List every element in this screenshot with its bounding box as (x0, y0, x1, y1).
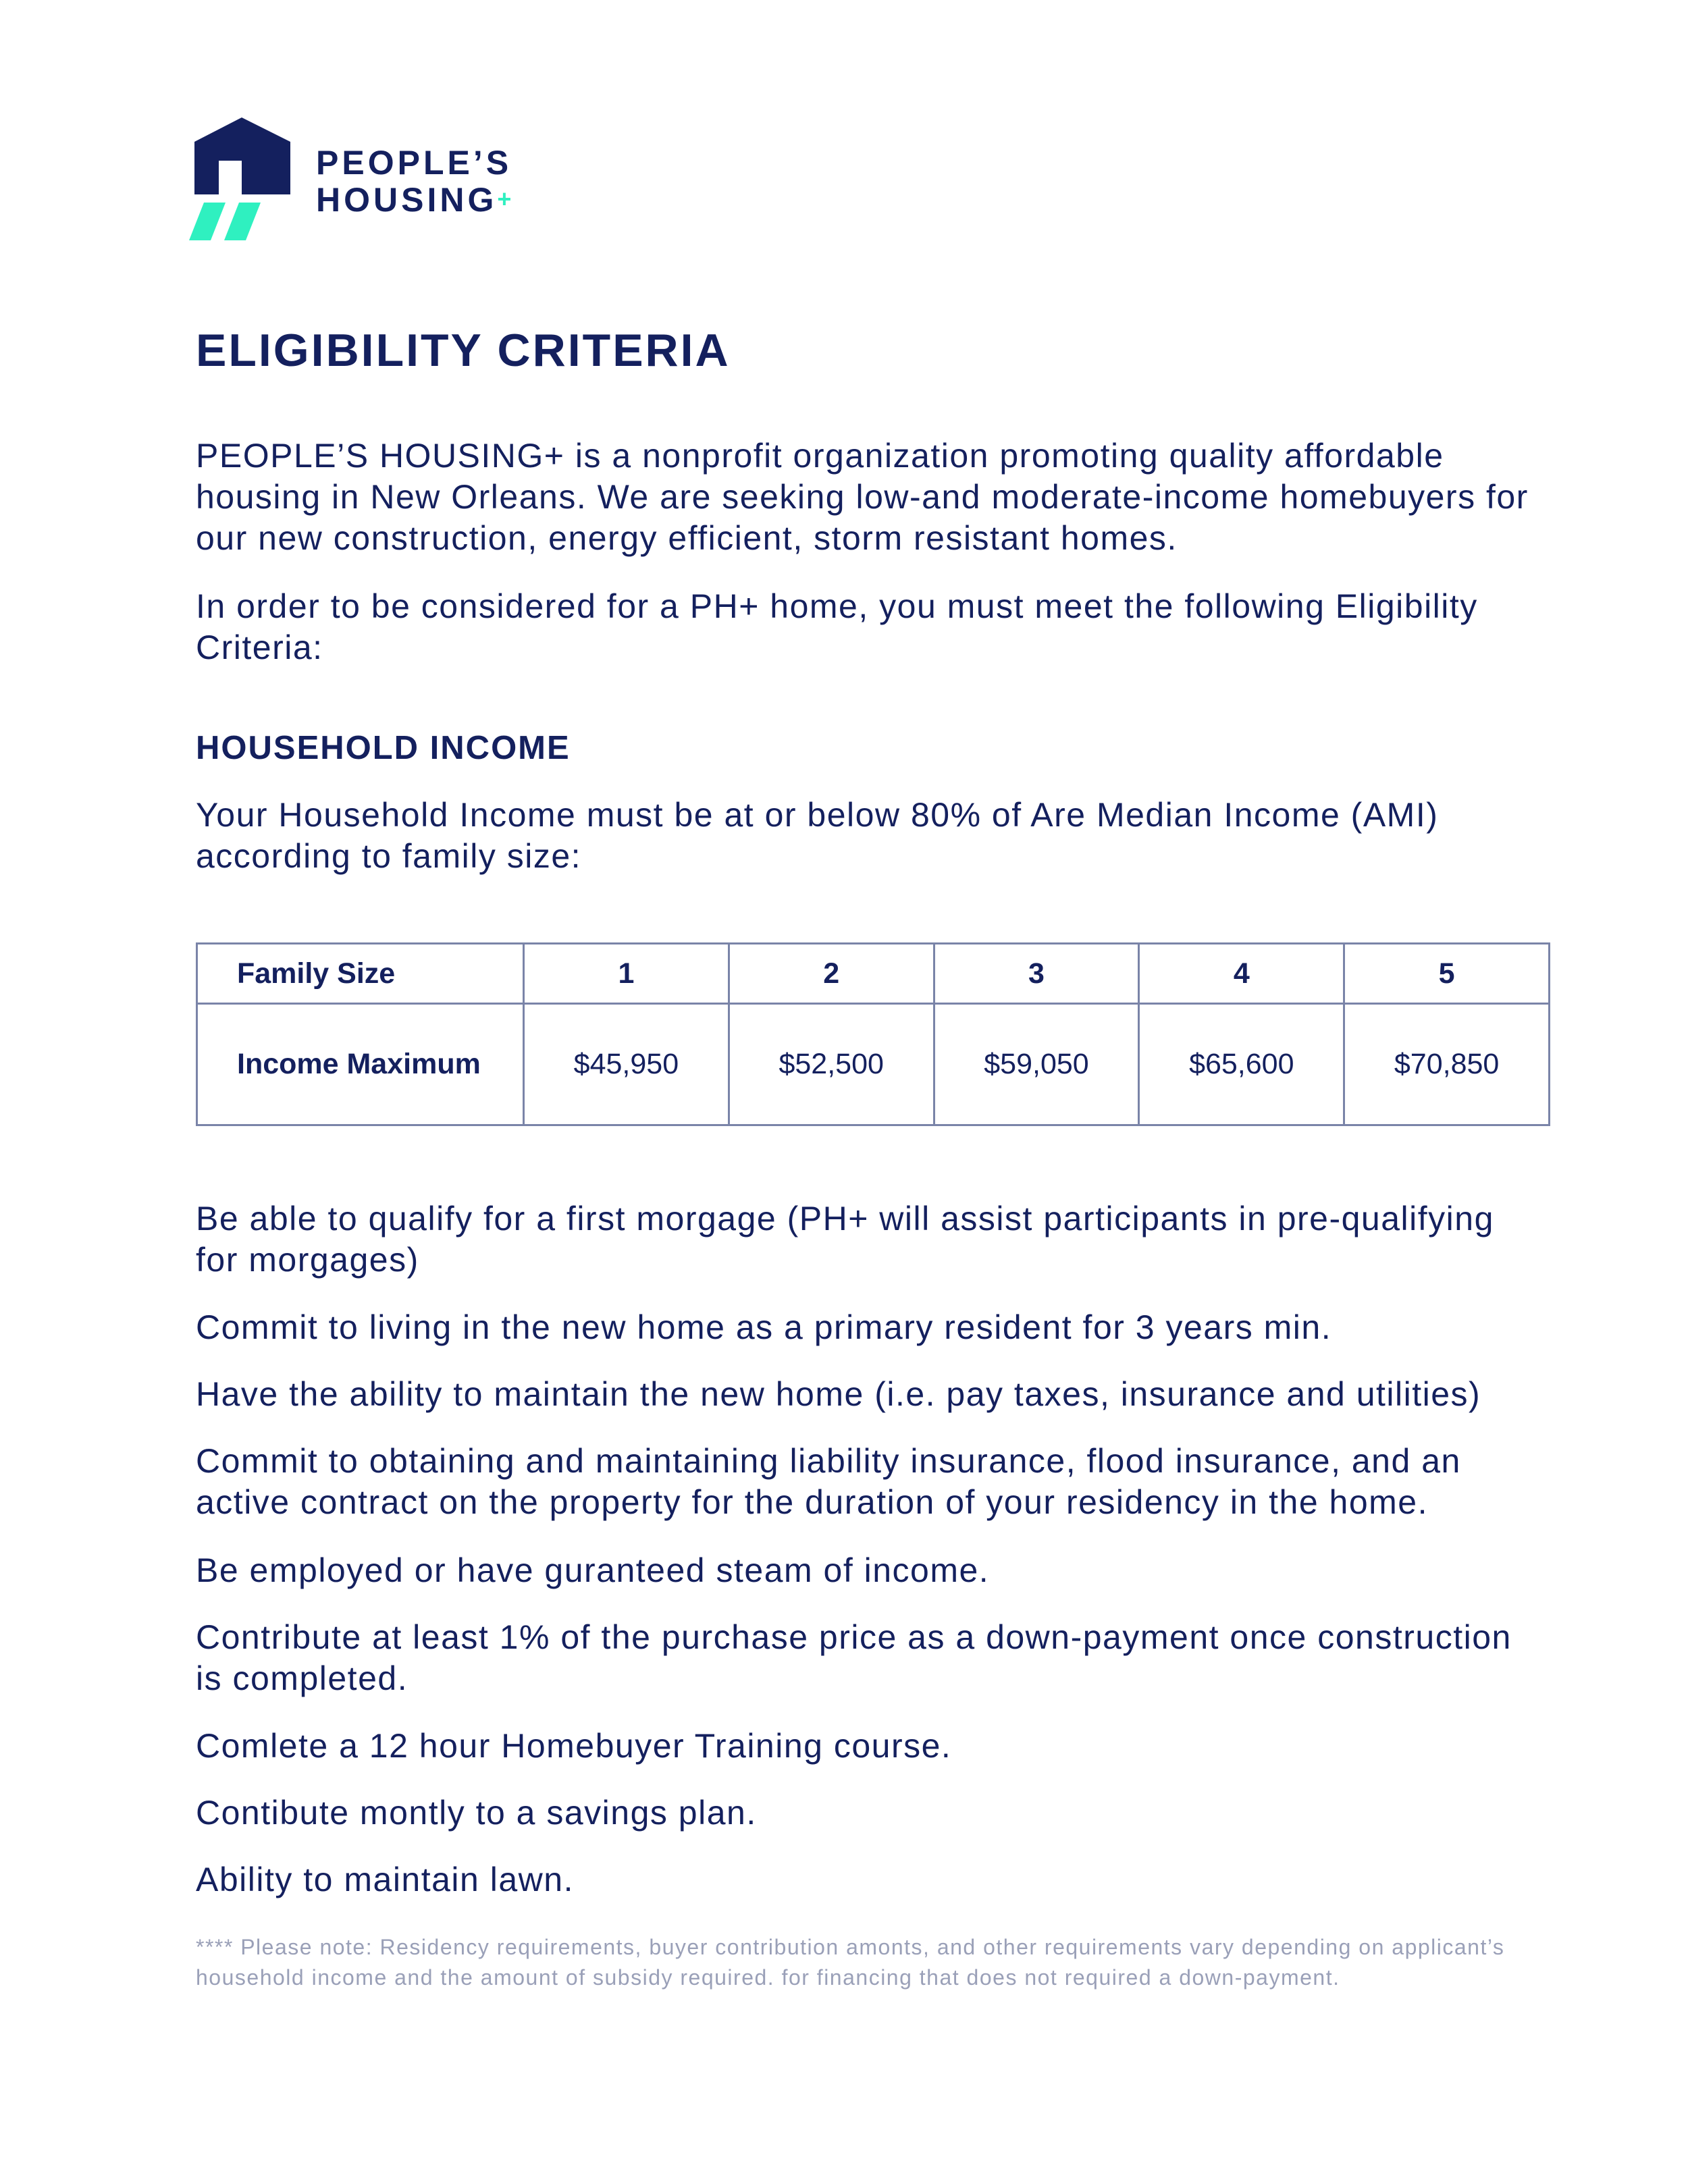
household-income-text: Your Household Income must be at or below 80% of Are Median Income (AMI) according to family size: (196, 796, 1439, 875)
logo-wordmark (316, 144, 512, 218)
requirement-item: Have the ability to maintain the new home (i.e. pay taxes, insurance and utilities) (196, 1375, 1481, 1413)
household-income-heading: HOUSEHOLD INCOME (196, 730, 571, 766)
requirement-item: Contribute at least 1% of the purchase price as a down-payment once construction is completed. (196, 1618, 1512, 1697)
income-maximum-cell: $65,600 (1139, 1004, 1344, 1125)
income-maximum-row (197, 1004, 1550, 1125)
requirement-item: Ability to maintain lawn. (196, 1861, 574, 1898)
logo-plus: + (497, 185, 512, 213)
family-size-cell: 1 (524, 944, 729, 1004)
intro-paragraph-1: PEOPLE’S HOUSING+ is a nonprofit organization promoting quality affordable housing in New Orleans. We are seeking low-and moderate-income homebuyers for our new construction, energy efficient, storm resistant homes. (196, 437, 1529, 557)
logo-line-1: PEOPLE’S (316, 144, 512, 182)
income-maximum-cell: $70,850 (1344, 1004, 1550, 1125)
footnote: **** Please note: Residency requirements, buyer contribution amonts, and other requirements vary depending on applicant’s household income and the amount of subsidy required. for financing that does not required a down-payment. (196, 1935, 1505, 1990)
family-size-cell: 5 (1344, 944, 1550, 1004)
intro-paragraph-2: In order to be considered for a PH+ home, you must meet the following Eligibility Criteria: (196, 587, 1478, 666)
logo-line-2: HOUSING+ (316, 181, 512, 219)
family-size-cell: 3 (934, 944, 1139, 1004)
requirement-item: Be able to qualify for a first morgage (PH+ will assist participants in pre-qualifying for morgages) (196, 1200, 1494, 1279)
family-size-header: Family Size (197, 944, 524, 1004)
peoples-housing-logo (188, 113, 539, 248)
requirement-item: Commit to living in the new home as a primary resident for 3 years min. (196, 1308, 1332, 1346)
family-size-row (197, 944, 1550, 1004)
income-maximum-cell: $52,500 (729, 1004, 934, 1125)
income-maximum-cell: $45,950 (524, 1004, 729, 1125)
family-size-cell: 4 (1139, 944, 1344, 1004)
income-maximum-header: Income Maximum (197, 1004, 524, 1125)
requirement-item: Be employed or have guranteed steam of income. (196, 1551, 990, 1589)
page-title: ELIGIBILITY CRITERIA (196, 325, 731, 376)
requirement-item: Commit to obtaining and maintaining liability insurance, flood insurance, and an active contract on the property for the duration of your residency in the home. (196, 1442, 1461, 1521)
requirement-item: Comlete a 12 hour Homebuyer Training course. (196, 1727, 952, 1765)
family-size-cell: 2 (729, 944, 934, 1004)
house-logo-icon (188, 113, 323, 242)
income-table (196, 942, 1550, 1126)
income-maximum-cell: $59,050 (934, 1004, 1139, 1125)
requirement-item: Contibute montly to a savings plan. (196, 1794, 757, 1832)
